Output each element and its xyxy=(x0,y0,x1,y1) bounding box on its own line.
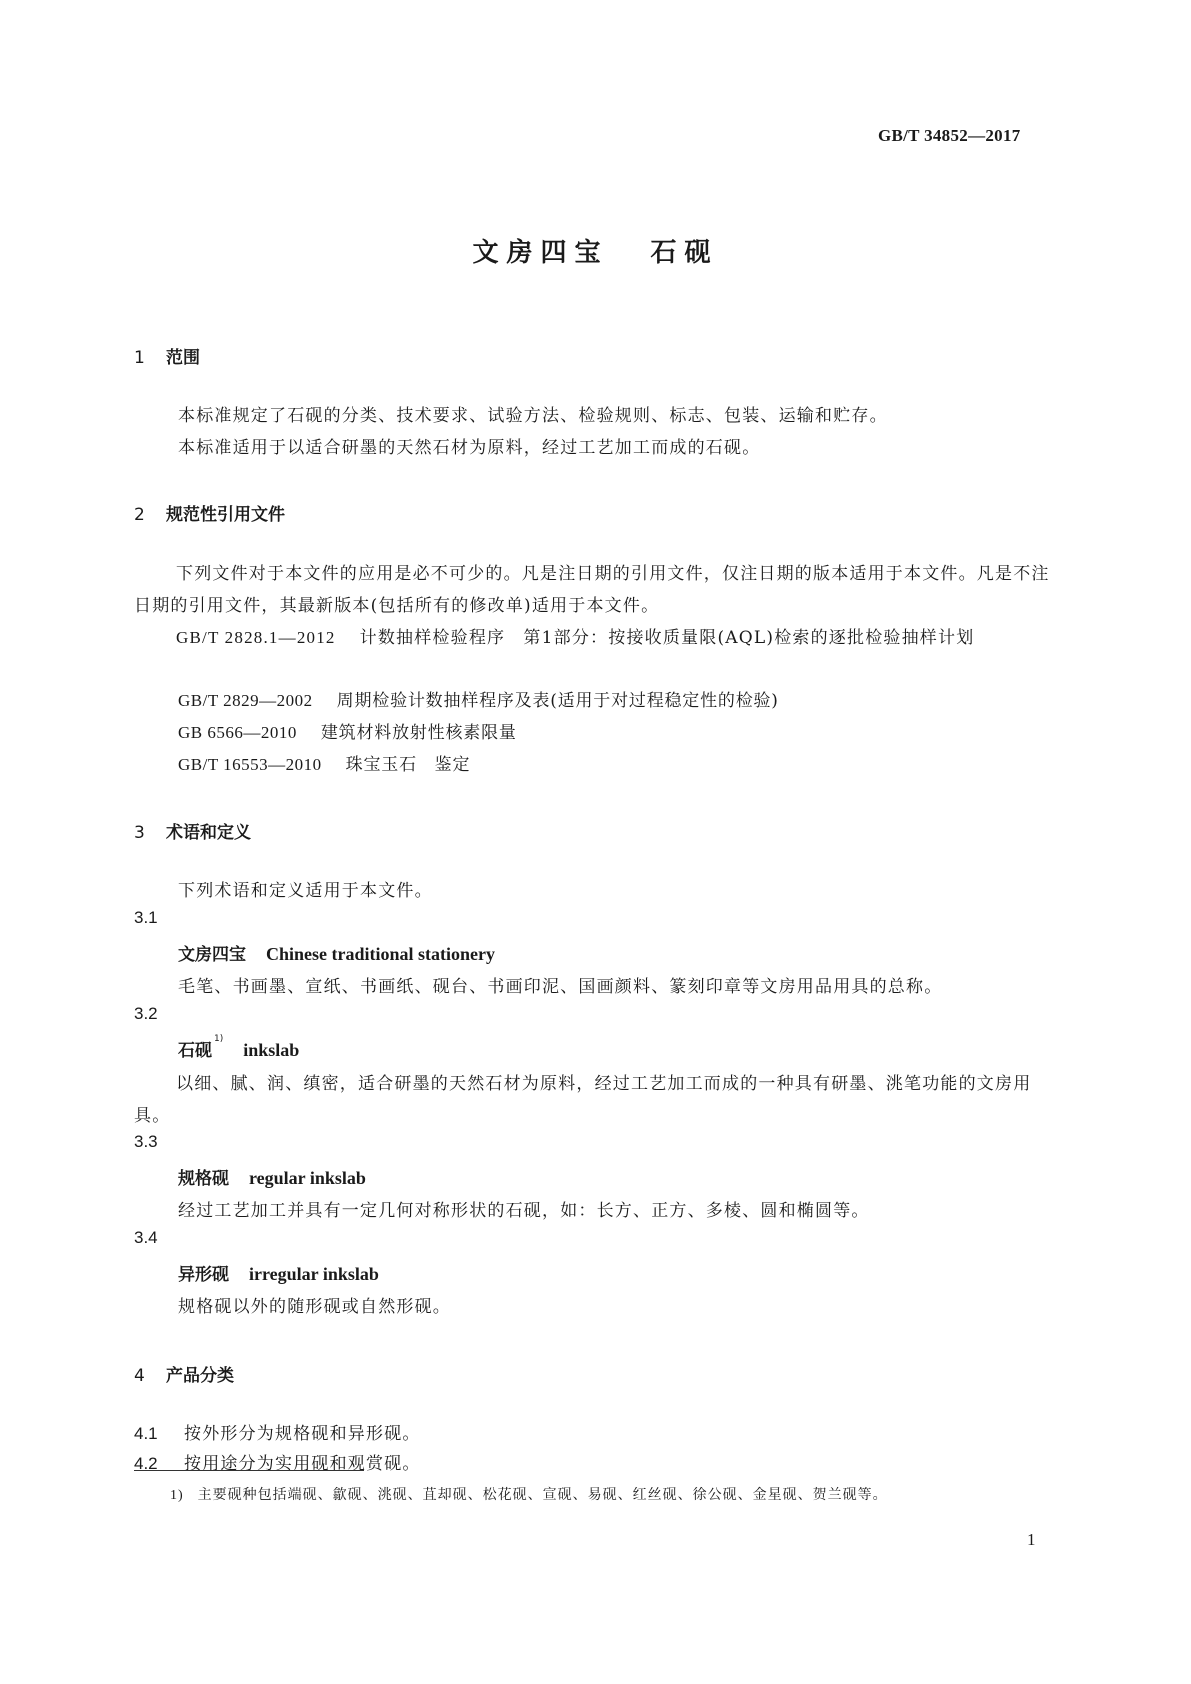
reference-code: GB/T 16553—2010 xyxy=(178,755,322,774)
title-part1: 文房四宝 xyxy=(472,238,609,268)
section-heading-4: 4 产品分类 xyxy=(134,1366,234,1386)
section-heading-3: 3 术语和定义 xyxy=(134,823,251,843)
reference-title: 周期检验计数抽样程序及表(适用于对过程稳定性的检验) xyxy=(336,691,779,711)
terms-intro: 下列术语和定义适用于本文件。 xyxy=(178,881,433,901)
reference-item xyxy=(178,750,470,775)
term-definition: 毛笔、书画墨、宣纸、书画纸、砚台、书画印泥、国画颜料、篆刻印章等文房用品用具的总称。 xyxy=(178,977,943,997)
reference-code: GB/T 2829—2002 xyxy=(178,691,313,710)
subclause-4-1: 4.1 按外形分为规格砚和异形砚。 xyxy=(134,1424,421,1444)
term-definition: 经过工艺加工并具有一定几何对称形状的石砚，如：长方、正方、多棱、圆和椭圆等。 xyxy=(178,1201,870,1221)
paragraph: 本标准适用于以适合研墨的天然石材为原料，经过工艺加工而成的石砚。 xyxy=(178,438,761,458)
subclause-4-2: 4.2 按用途分为实用砚和观赏砚。 xyxy=(134,1454,421,1474)
reference-item xyxy=(178,686,779,711)
standard-number: GB/T 34852—2017 xyxy=(878,126,1021,145)
reference-item xyxy=(178,718,517,743)
reference-code: GB/T 2828.1—2012 xyxy=(176,628,336,647)
footnote-separator xyxy=(134,1470,364,1471)
page-number: 1 xyxy=(1027,1530,1036,1549)
term-heading: 异形砚 irregular inkslab xyxy=(178,1264,379,1285)
reference-title: 珠宝玉石 鉴定 xyxy=(345,755,471,775)
section-heading-1: 1 范围 xyxy=(134,348,200,368)
title-part2: 石砚 xyxy=(650,238,719,268)
footnote: 1) 主要砚种包括端砚、歙砚、洮砚、苴却砚、松花砚、宣砚、易砚、红丝砚、徐公砚、金星砚、贺兰砚等。 xyxy=(170,1487,888,1503)
document-title xyxy=(0,232,1191,269)
clause-number: 3.1 xyxy=(134,908,158,927)
term-heading: 规格砚 regular inkslab xyxy=(178,1168,366,1189)
reference-title: 建筑材料放射性核素限量 xyxy=(320,723,517,743)
footnote-reference: 1) xyxy=(214,1034,224,1044)
paragraph: 本标准规定了石砚的分类、技术要求、试验方法、检验规则、标志、包装、运输和贮存。 xyxy=(178,406,888,426)
clause-number: 3.2 xyxy=(134,1004,158,1023)
term-definition: 规格砚以外的随形砚或自然形砚。 xyxy=(178,1297,451,1317)
clause-number: 3.4 xyxy=(134,1228,158,1247)
term-heading: 石砚$^{1)}$inkslab xyxy=(178,1034,300,1061)
reference-item xyxy=(134,622,1062,654)
term-heading: 文房四宝 Chinese traditional stationery xyxy=(178,944,495,965)
section-heading-2: 2 规范性引用文件 xyxy=(134,505,285,525)
references-intro: 下列文件对于本文件的应用是必不可少的。凡是注日期的引用文件，仅注日期的版本适用于本文件。凡是不注日期的引用文件，其最新版本(包括所有的修改单)适用于本文件。 xyxy=(134,564,1050,616)
reference-title: 计数抽样检验程序 第1部分：按接收质量限(AQL)检索的逐批检验抽样计划 xyxy=(359,628,975,648)
reference-code: GB 6566—2010 xyxy=(178,723,297,742)
term-definition: 以细、腻、润、缜密，适合研墨的天然石材为原料，经过工艺加工而成的一种具有研墨、洮笔功能的文房用具。 xyxy=(134,1074,1032,1126)
clause-number: 3.3 xyxy=(134,1132,158,1151)
